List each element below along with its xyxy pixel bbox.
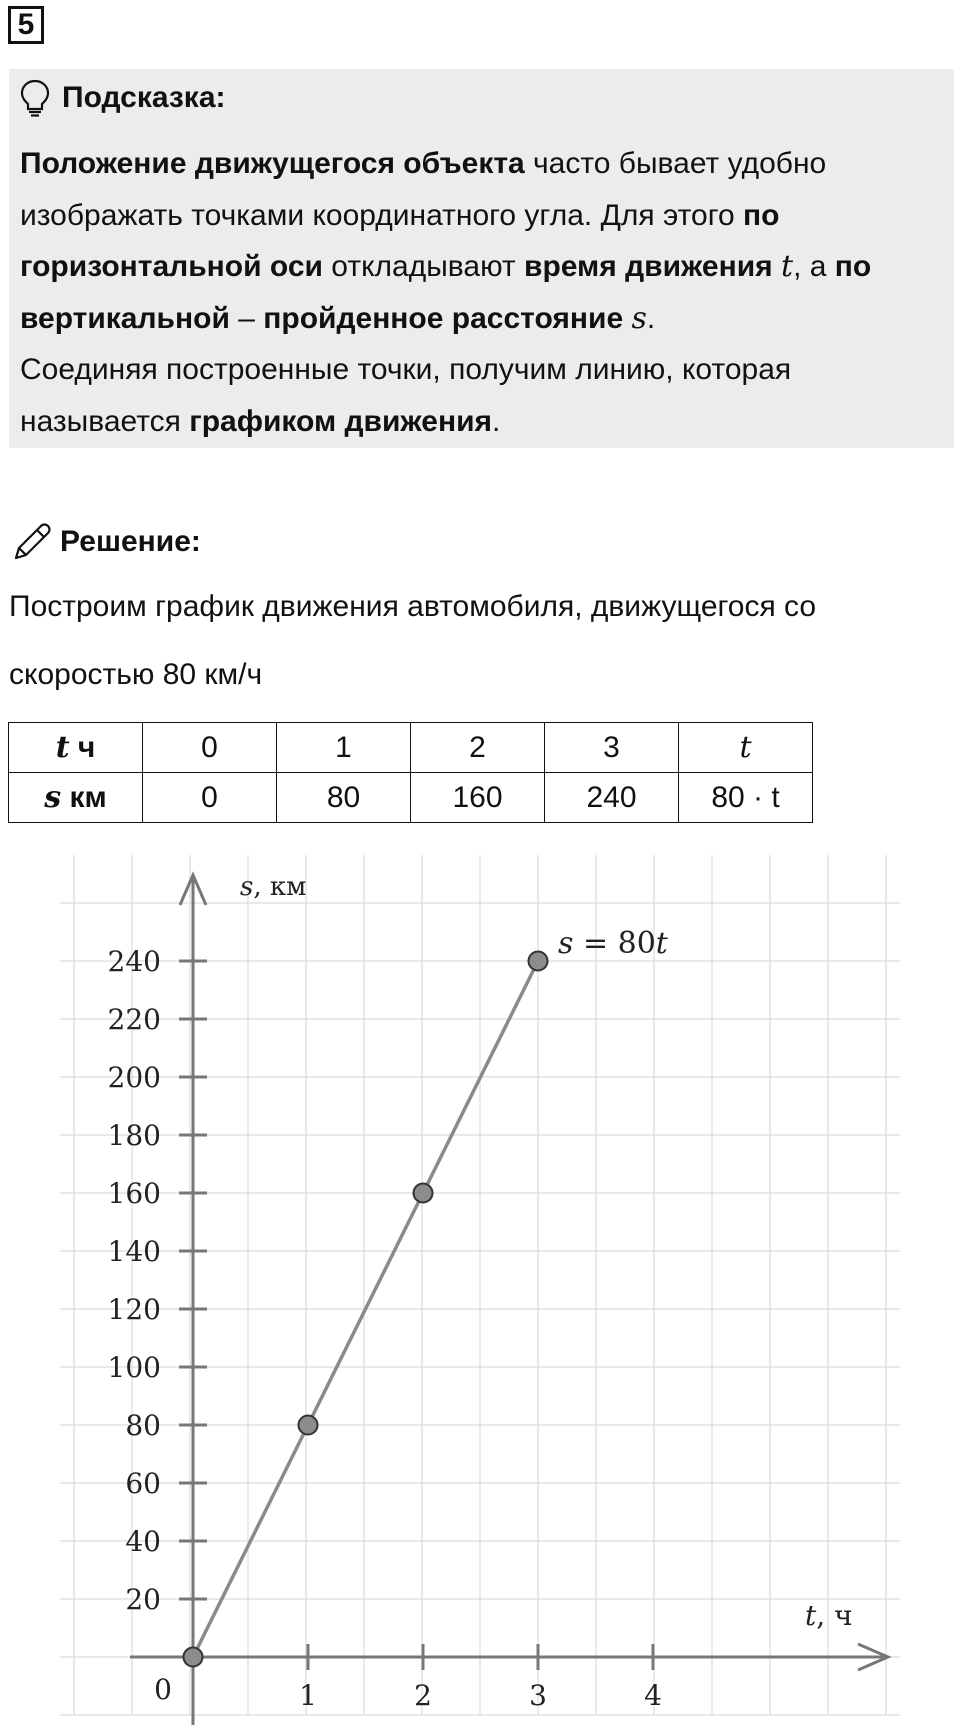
data-point bbox=[184, 1648, 203, 1667]
x-tick-label: 1 bbox=[299, 1679, 317, 1712]
data-point bbox=[299, 1416, 318, 1435]
hint-var-t: t bbox=[781, 249, 794, 284]
origin-label: 0 bbox=[154, 1673, 172, 1706]
table-cell: 80 bbox=[277, 773, 411, 823]
y-tick-label: 140 bbox=[107, 1235, 161, 1268]
hint-text-3: , а bbox=[793, 250, 835, 283]
table-cell: 80 · t bbox=[679, 773, 813, 823]
motion-table bbox=[8, 722, 813, 823]
hint-bold-horizontal: по горизонтальной оси bbox=[20, 198, 780, 283]
table-cell: 240 bbox=[545, 773, 679, 823]
hint-header bbox=[18, 78, 226, 118]
y-tick-label: 100 bbox=[107, 1351, 161, 1384]
y-axis-label: s, км bbox=[240, 872, 307, 902]
equation-label: s = 80t bbox=[558, 926, 668, 961]
hint-bold-graph: графиком движения bbox=[189, 404, 493, 438]
solution-header bbox=[10, 520, 201, 564]
table-cell: 160 bbox=[411, 773, 545, 823]
x-tick-label: 3 bbox=[529, 1679, 547, 1712]
hint-bold-time: время движения bbox=[524, 250, 773, 283]
table-cell: 0 bbox=[143, 773, 277, 823]
hint-bold-distance: пройденное расстояние bbox=[263, 301, 624, 335]
table-cell: 3 bbox=[545, 723, 679, 773]
y-tick-label: 200 bbox=[107, 1061, 161, 1094]
table-cell: t bbox=[679, 723, 813, 773]
x-axis-label: t, ч bbox=[805, 1599, 853, 1632]
y-tick-label: 120 bbox=[107, 1293, 161, 1326]
table-header-time bbox=[9, 723, 143, 773]
table-row-distance bbox=[9, 773, 813, 823]
lightbulb-icon bbox=[18, 78, 52, 118]
table-unit-km: км bbox=[61, 781, 107, 814]
y-tick-label: 60 bbox=[125, 1467, 161, 1500]
task-number: 5 bbox=[8, 6, 44, 44]
table-cell: 2 bbox=[411, 723, 545, 773]
y-tick-label: 80 bbox=[125, 1409, 161, 1442]
table-header-distance bbox=[9, 773, 143, 823]
hint-title: Подсказка: bbox=[62, 81, 226, 114]
x-tick-label: 4 bbox=[644, 1679, 662, 1712]
data-point bbox=[529, 952, 548, 971]
hint-bold-position: Положение движущегося объекта bbox=[20, 147, 525, 180]
table-var-s: s bbox=[44, 780, 62, 815]
hint-var-s: s bbox=[631, 300, 647, 336]
y-tick-label: 240 bbox=[107, 945, 161, 978]
hint-text-5: . bbox=[646, 301, 656, 335]
hint-text-1: часто бывает удобно изображать точками координатного угла. Для этого bbox=[20, 147, 827, 232]
hint-text bbox=[20, 138, 950, 447]
table-unit-hours: ч bbox=[69, 731, 96, 764]
y-tick-label: 20 bbox=[125, 1583, 161, 1616]
solution-line-1: Построим график движения автомобиля, движущегося со bbox=[9, 590, 817, 623]
solution-line-2: скоростью 80 км/ч bbox=[9, 658, 263, 691]
table-cell: 1 bbox=[277, 723, 411, 773]
hint-bold-vertical: по вертикальной bbox=[20, 250, 872, 335]
y-tick-label: 180 bbox=[107, 1119, 161, 1152]
motion-graph bbox=[60, 855, 900, 1725]
hint-text-6: Соединяя построенные точки, получим линию, которая называется bbox=[20, 353, 792, 438]
x-tick-label: 2 bbox=[414, 1679, 432, 1712]
table-var-t: t bbox=[55, 730, 70, 765]
hint-text-7: . bbox=[492, 404, 501, 438]
y-tick-label: 220 bbox=[107, 1003, 161, 1036]
solution-title: Решение: bbox=[60, 525, 201, 558]
hint-text-4: – bbox=[229, 301, 264, 335]
table-cell: 0 bbox=[143, 723, 277, 773]
table-row-time bbox=[9, 723, 813, 773]
pencil-icon bbox=[10, 520, 54, 564]
y-tick-label: 40 bbox=[125, 1525, 161, 1558]
hint-text-2: откладывают bbox=[322, 250, 524, 283]
y-tick-label: 160 bbox=[107, 1177, 161, 1210]
data-point bbox=[414, 1184, 433, 1203]
